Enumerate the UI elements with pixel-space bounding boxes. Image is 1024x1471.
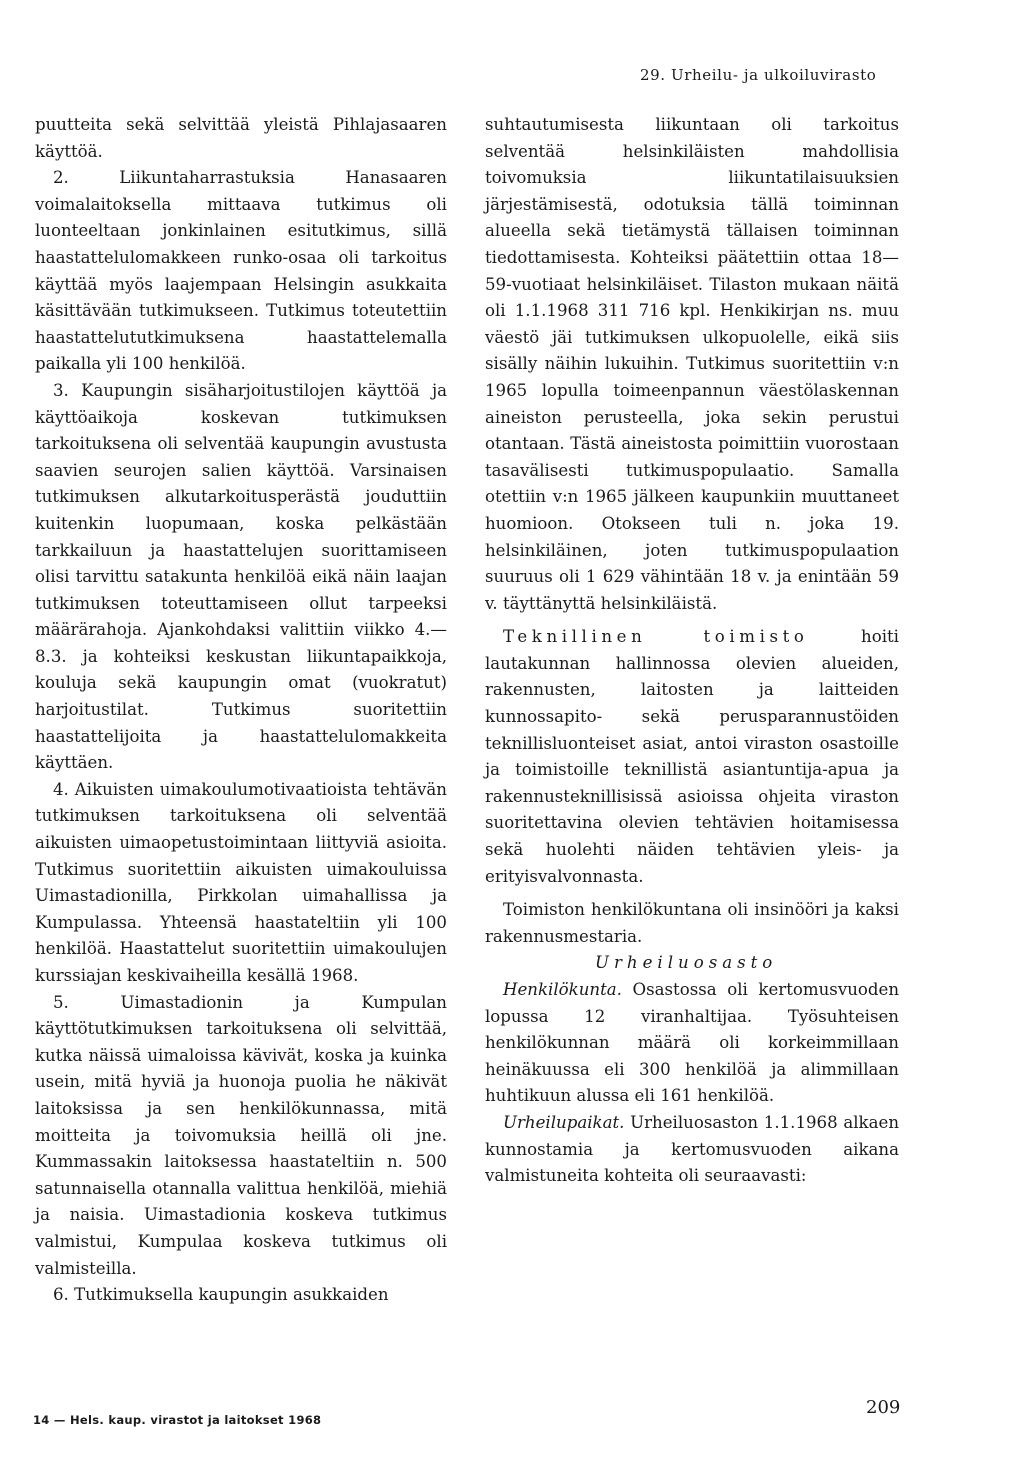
paragraph: suhtautumisesta liikuntaan oli tarkoitus selventää helsinkiläisten mahdollisia toivomuksia liikuntatilaisuuksien järjestämisestä, odotuksia tällä toiminnan alueella sekä tietämystä tällaisen toiminnan tiedottamisesta. Kohteiksi päätettiin ottaa 18—59-vuotiaat helsinkiläiset. Tilaston mukaan näitä oli 1.1.1968 311 716 kpl. Henkikirjan ns. muu väestö jäi tutkimuksen ulkopuolelle, eikä siis sisälly näihin lukuihin. Tutkimus suoritettiin v:n 1965 lopulla toimeenpannun väestölaskennan aineiston perusteella, joka sekin perustui otantaan. Tästä aineistosta poimittiin vuorostaan tasavälisesti tutkimuspopulaatio. Samalla otettiin v:n 1965 jälkeen kaupunkiin muuttaneet huomioon. Otokseen tuli n. joka 19. helsinkiläinen, joten tutkimuspopulaation suuruus oli 1 629 vähintään 18 v. ja enintään 59 v. täyttänyttä helsinkiläistä.: [485, 115, 899, 613]
paragraph: 4. Aikuisten uimakoulumotivaatioista tehtävän tutkimuksen tarkoituksena oli selventää aikuisten uimaopetustoimintaan liittyviä asioita. Tutkimus suoritettiin aikuisten uimakouluissa Uimastadionilla, Pirkkolan uimahallissa ja Kumpulassa. Yhteensä haastateltiin yli 100 henkilöä. Haastattelut suoritettiin uimakoulujen kurssiajan keskivaiheilla kesällä 1968.: [35, 779, 447, 985]
paragraph-text: hoiti lautakunnan hallinnossa olevien alueiden, rakennusten, laitosten ja laitteiden kunnossapito- sekä perusparannustöiden teknillisluonteiset asiat, antoi viraston osastoille ja toimistoille teknillistä asiantuntija-apua ja rakennusteknillisissä asioissa ohjeita viraston suoritettavina olevien tehtävien hoitamisessa sekä huolehti näiden tehtävien yleis- ja erityisvalvonnasta.: [485, 627, 899, 886]
paragraph: 5. Uimastadionin ja Kumpulan käyttötutkimuksen tarkoituksena oli selvittää, kutka näissä uimaloissa kävivät, koska ja kuinka usein, mitä hyviä ja huonoja puolia he näkivät laitoksissa ja sen henkilökunnassa, mitä moitteita ja toivomuksia heillä oli jne. Kummassakin laitoksessa haastateltiin n. 500 satunnaisella otannalla valittua henkilöä, miehiä ja naisia. Uimastadionia koskeva tutkimus valmistui, Kumpulaa koskeva tutkimus oli valmisteilla.: [35, 992, 447, 1278]
paragraph-text: Urheiluosaston 1.1.1968 alkaen kunnostamia ja kertomusvuoden aikana valmistuneita kohteita oli seuraavasti:: [485, 1112, 899, 1186]
subsection-title: Teknillinen toimisto: [503, 627, 809, 647]
right-column: [485, 112, 899, 1190]
page-number: 209: [866, 1397, 901, 1418]
left-column: [35, 112, 447, 1309]
paragraph: 3. Kaupungin sisäharjoitustilojen käyttöä ja käyttöaikoja koskevan tutkimuksen tarkoituksena oli selventää kaupungin avustusta saavien seurojen salien käyttöä. Varsinaisen tutkimuksen alkutarkoitusperästä jouduttiin kuitenkin luopumaan, koska pelkästään tarkkailuun ja haastattelujen suorittamiseen olisi tarvittu satakunta henkilöä eikä näin laajan tutkimuksen toteuttamiseen ollut tarpeeksi määrärahoja. Ajankohdaksi valittiin viikko 4.—8.3. ja kohteiksi keskustan liikuntapaikkoja, kouluja sekä kaupungin omat (vuokratut) harjoitustilat. Tutkimus suoritettiin haastattelijoita ja haastattelulomakkeita käyttäen.: [35, 380, 447, 773]
paragraph: [485, 624, 899, 890]
paragraph: [485, 977, 899, 1110]
paragraph: 2. Liikuntaharrastuksia Hanasaaren voimalaitoksella mittaava tutkimus oli luonteeltaan jonkinlainen esitutkimus, sillä haastattelulomakkeen runko-osaa oli tarkoitus käyttää myös laajempaan Helsingin asukkaita käsittävään tutkimukseen. Tutkimus toteutettiin haastattelututkimuksena haastattelemalla paikalla yli 100 henkilöä.: [35, 168, 447, 374]
section-heading: Urheiluosasto: [595, 953, 778, 973]
paragraph-text: Osastossa oli kertomusvuoden lopussa 12 viranhaltijaa. Työsuhteisen henkilökunnan määrä oli korkeimmillaan heinäkuussa eli 300 henkilöä ja alimmillaan huhtikuun alussa eli 161 henkilöä.: [485, 980, 899, 1106]
paragraph: 6. Tutkimuksella kaupungin asukkaiden: [53, 1285, 389, 1305]
paragraph: puutteita sekä selvittää yleistä Pihlajasaaren käyttöä.: [35, 115, 447, 161]
running-title: 29. Urheilu- ja ulkoiluvirasto: [640, 66, 877, 84]
runin-heading: Henkilökunta.: [503, 980, 622, 999]
runin-heading: Urheilupaikat.: [503, 1112, 625, 1132]
paragraph: Toimiston henkilökuntana oli insinööri ja kaksi rakennusmestaria.: [485, 900, 899, 946]
footer-signature: 14 — Hels. kaup. virastot ja laitokset 1968: [33, 1413, 322, 1427]
paragraph: [485, 1110, 899, 1190]
